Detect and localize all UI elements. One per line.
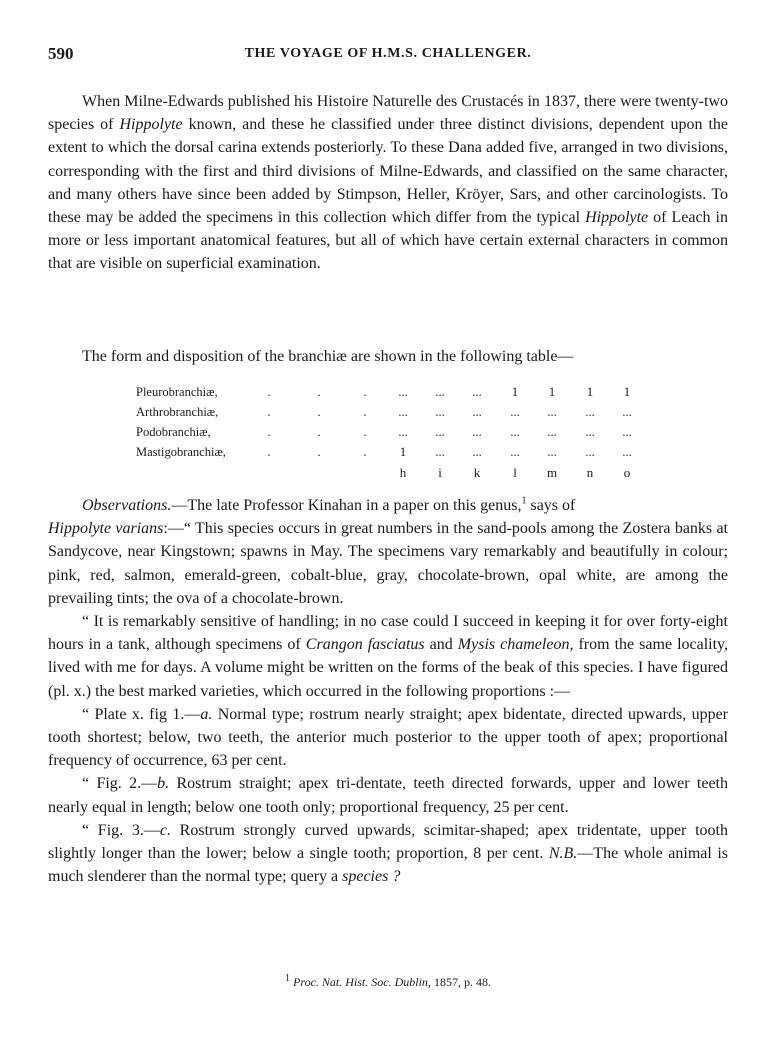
quote-paragraph: “ It is remarkably sensitive of handling; in no case could I succeed in keeping it for over forty-eight hours in a tank, although specimens of Crangon fasciatus and Mysis chameleon, from the same locality, lived with me for days. A volume might be written on the forms of the beak of this species. I have figured (pl. x.) the best marked varieties, which occurred in the following proportions :— [48,613,729,700]
genus-name: Hippolyte [585,209,649,227]
intro-text-2: known, and these he classified under three distinct divisions, dependent upon the extent to which the dorsal carina extends posteriorly. To these Dana added five, arranged in two divisions, corresponding with the first and third divisions of Milne-Edwards, and classified on the same character, and many others have since been added by Stimpson, Heller, Kröyer, Sars, and other carcinologists. To these may be added the specimens in this collection which differ from the typical [48,116,729,227]
intro-paragraph [48,90,728,276]
observations-heading: Observations. [82,497,172,514]
row-label: Arthrobranchiæ, [136,405,219,419]
intro-text-1: When Milne-Edwards published his Histoire Naturelle des Crustacés in 1837, there were twenty-two species of [48,93,728,134]
footnote-source: Proc. Nat. Hist. Soc. Dublin, [293,975,431,989]
running-title: THE VOYAGE OF H.M.S. CHALLENGER. [244,46,532,61]
table-intro: The form and disposition of the branchiæ are shown in the following table— [82,348,574,365]
figure-3-description: “ Fig. 3.—c. Rostrum strongly curved upwards, scimitar-shaped; apex tridentate, upper tooth slightly longer than the lower; below a single tooth; proportion, 8 per cent. N.B.—The whole animal is much slenderer than the normal type; query a species ? [48,821,729,886]
intro-text-3: of Leach in more or less important anatomical features, but all of which have certain external characters in common that are visible on superficial examination. [48,209,728,273]
footnote-marker: 1 [285,973,291,984]
row-label: Podobranchiæ, [136,425,211,439]
species-name: Hippolyte varians [48,520,164,538]
page-header [48,44,728,68]
figure-2-description: “ Fig. 2.—b. Rostrum straight; apex tri-dentate, teeth directed forwards, upper and lower teeth nearly equal in length; below one tooth only; proportional frequency, 25 per cent. [48,775,728,816]
row-label: Pleurobranchiæ, [136,385,218,399]
row-label: Mastigobranchiæ, [136,445,226,459]
book-page: 590 THE VOYAGE OF H.M.S. CHALLENGER. When Milne-Edwards published his Histoire Naturelle des Crustacés in 1837, there were twenty-two species of Hippolyte known, and these he classified under three distinct divisions, dependent upon the extent to which the dorsal carina extends posteriorly. To these Dana added five, arranged in two divisions, corresponding with the first and third divisions of Milne-Edwards, and classified on the same character, and many others have since been added by Stimpson, Heller, Kröyer, Sars, and other carcinologists. To these may be added the specimens in this collection which differ from the typical Hippolyte of Leach in more or less important anatomical features, but all of which have certain external characters in common that are visible on superficial examination. The form and disposition of the branchiæ are shown in the following table— Pleurobranchiæ, . . . ... ... ... 1 1 1 1 Arthrobranchiæ, . . . ... ... ... ... ... ... ... Podobranchiæ, . . . ... ... ... ... ... ... ... Mastigobranchiæ, . . . 1 ... ... ... ... ... ... h i k l m n o Observations.—The late Professor Kinahan in a paper on this genus,$^1$ says of Hippolyte varians:—“ This species occurs in great numbers in the sand-pools among the Zostera banks at Sandycove, near Kingstown; spawns in May. The specimens vary remarkably and beautifully in colour; pink, red, salmon, emerald-green, cobalt-blue, gray, chocolate-brown, opal white, are among the prevailing tints; the ova of a chocolate-brown. “ It is remarkably sensitive of handling; in no case could I succeed in keeping it for over forty-eight hours in a tank, although specimens of Crangon fasciatus and Mysis chameleon, from the same locality, lived with me for days. A volume might be written on the forms of the beak of this species. I have figured (pl. x.) the best marked varieties, which occurred in the following proportions :— “ Plate x. fig 1.—a. Normal type; rostrum nearly straight; apex bidentate, directed upwards, upper tooth shortest; below, two teeth, the anterior much posterior to the upper tooth of apex; proportional frequency of occurrence, 63 per cent. “ Fig. 2.—b. Rostrum straight; apex tri-dentate, teeth directed forwards, upper and lower teeth nearly equal in length; below one tooth only; proportional frequency, 25 per cent. “ Fig. 3.—c. Rostrum strongly curved upwards, scimitar-shaped; apex tridentate, upper tooth slightly longer than the lower; below a single tooth; proportion, 8 per cent. N.B.—The whole animal is much slenderer than the normal type; query a species ? $^1$ Proc. Nat. Hist. Soc. Dublin, 1857, p. 48. [48,44,729,989]
observations-paragraph: Observations.—The late Professor Kinahan in a paper on this genus,$^1$ says of Hippolyte varians:—“ This species occurs in great numbers in the sand-pools among the Zostera banks at Sandycove, near Kingstown; spawns in May. The specimens vary remarkably and beautifully in colour; pink, red, salmon, emerald-green, cobalt-blue, gray, chocolate-brown, opal white, are among the prevailing tints; the ova of a chocolate-brown. [48,495,728,607]
footnote-detail: 1857, p. 48. [430,975,491,989]
observations-section [48,494,728,888]
species-name: Crangon fasciatus [305,636,425,654]
species-name: Mysis chameleon, [457,636,574,654]
figure-1-description: “ Plate x. fig 1.—a. Normal type; rostrum nearly straight; apex bidentate, directed upwards, upper tooth shortest; below, two teeth, the anterior much posterior to the upper tooth of apex; proportional frequency of occurrence, 63 per cent. [48,705,729,770]
footnote [48,975,728,990]
page-number: 590 [48,44,74,63]
genus-name: Hippolyte [119,116,183,134]
footnote-ref: 1 [521,495,527,507]
